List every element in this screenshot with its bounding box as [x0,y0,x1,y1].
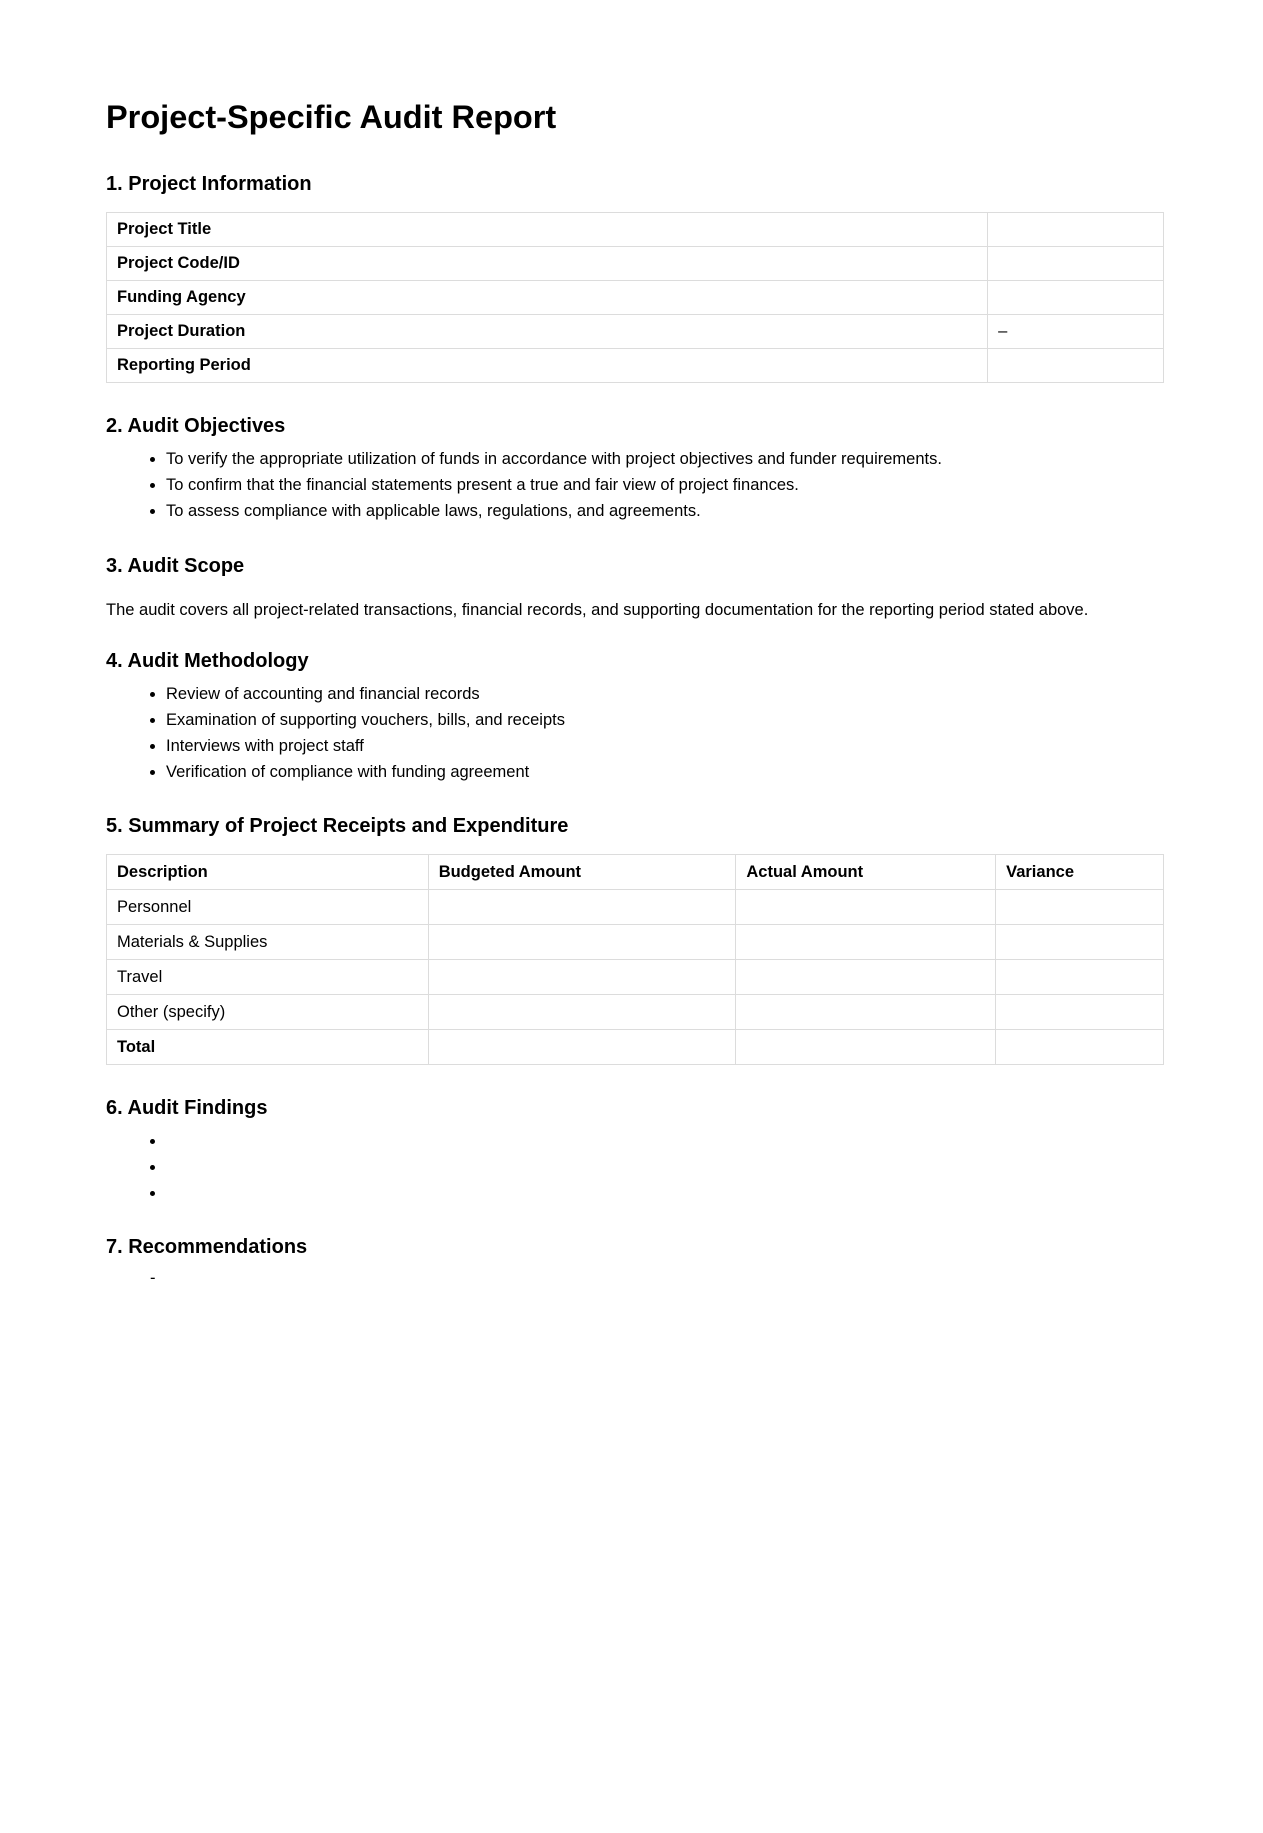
cell-budgeted [428,960,736,995]
section-heading-project-information: 1. Project Information [106,173,312,195]
cell-budgeted [428,890,736,925]
cell-description: Materials & Supplies [107,925,429,960]
cell-description: Travel [107,960,429,995]
audit-methodology-list [106,681,1157,785]
list-item: • To confirm that the financial statements present a true and fair view of project finances. [166,472,1157,498]
list-item: • Examination of supporting vouchers, bills, and receipts [166,707,1157,733]
row-value [988,349,1164,383]
table-row [107,349,1164,383]
list-item: • Interviews with project staff [166,733,1157,759]
cell-actual [736,995,996,1030]
table-row [107,960,1164,995]
recommendations-list [106,1265,1157,1291]
table-row [107,890,1164,925]
project-information-table [106,212,1164,383]
audit-scope-text: The audit covers all project-related transactions, financial records, and supporting documentation for the reporting period stated above. [106,601,1089,619]
cell-actual [736,925,996,960]
column-header-budgeted-amount: Budgeted Amount [428,855,736,890]
cell-variance [996,960,1164,995]
column-header-variance: Variance [996,855,1164,890]
row-value [988,213,1164,247]
cell-budgeted [428,1030,736,1065]
table-row [107,247,1164,281]
column-header-description: Description [107,855,429,890]
row-label: Reporting Period [107,349,988,383]
cell-actual [736,960,996,995]
cell-actual [736,890,996,925]
section-heading-audit-objectives: 2. Audit Objectives [106,415,286,437]
row-label: Funding Agency [107,281,988,315]
section-heading-summary: 5. Summary of Project Receipts and Expenditure [106,815,569,837]
list-item: • Review of accounting and financial records [166,681,1157,707]
section-heading-recommendations: 7. Recommendations [106,1236,308,1258]
row-label: Project Title [107,213,988,247]
row-label: Project Code/ID [107,247,988,281]
column-header-actual-amount: Actual Amount [736,855,996,890]
cell-description: Personnel [107,890,429,925]
table-row [107,925,1164,960]
cell-description: Total [107,1030,429,1065]
table-row [107,281,1164,315]
table-header-row [107,855,1164,890]
section-heading-audit-methodology: 4. Audit Methodology [106,650,309,672]
table-row [107,995,1164,1030]
audit-objectives-list [106,446,1157,524]
cell-budgeted [428,995,736,1030]
row-label: Project Duration [107,315,988,349]
table-row-total [107,1030,1164,1065]
audit-findings-list [106,1128,1157,1206]
section-heading-audit-findings: 6. Audit Findings [106,1097,268,1119]
table-row [107,315,1164,349]
cell-variance [996,995,1164,1030]
cell-variance [996,890,1164,925]
cell-variance [996,925,1164,960]
list-item [166,1128,1157,1154]
row-value [988,281,1164,315]
table-row [107,213,1164,247]
list-item: • To assess compliance with applicable laws, regulations, and agreements. [166,498,1157,524]
list-item: • To verify the appropriate utilization of funds in accordance with project objectives and funder requirements. [166,446,1157,472]
page-title: Project-Specific Audit Report [106,99,557,135]
row-value: – [988,315,1164,349]
list-item: • Verification of compliance with funding agreement [166,759,1157,785]
cell-description: Other (specify) [107,995,429,1030]
cell-variance [996,1030,1164,1065]
cell-actual [736,1030,996,1065]
cell-budgeted [428,925,736,960]
row-value [988,247,1164,281]
list-item: - [150,1269,156,1287]
list-item [166,1154,1157,1180]
list-item [166,1180,1157,1206]
summary-table [106,854,1164,1065]
section-heading-audit-scope: 3. Audit Scope [106,555,245,577]
